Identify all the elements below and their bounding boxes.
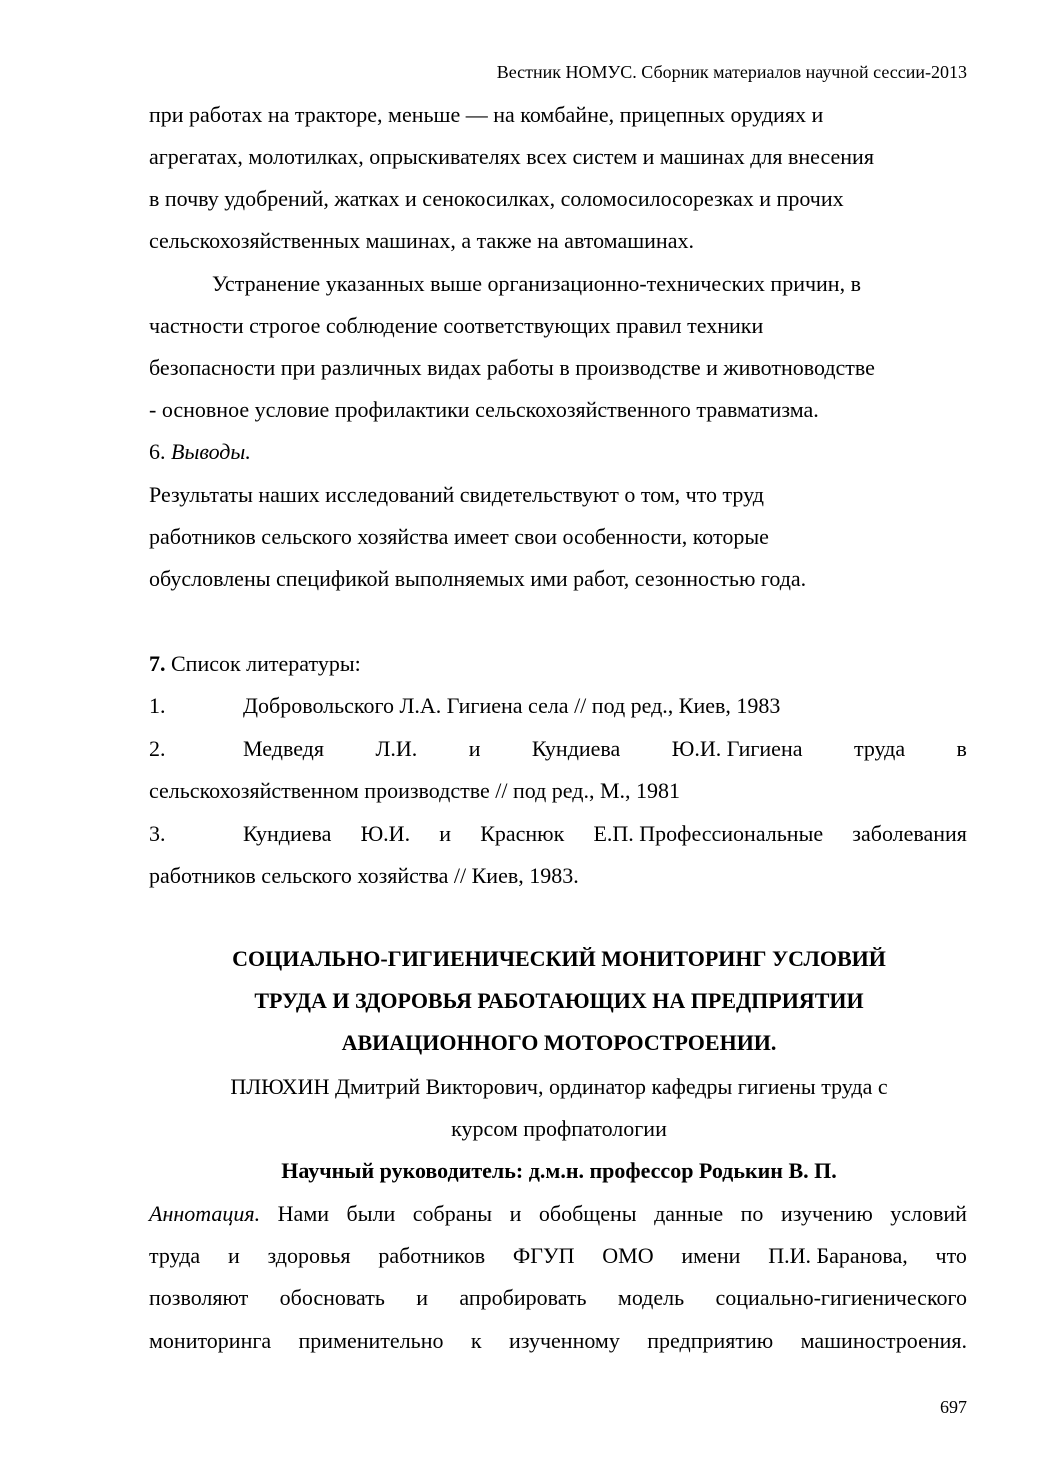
word: Краснюк (480, 821, 565, 846)
word: П.И. Баранова, (768, 1243, 908, 1268)
paragraph-line: агрегатах, молотилках, опрыскивателях всех систем и машинах для внесения (149, 144, 874, 169)
word: Ю.И. (360, 821, 411, 846)
reference-text (243, 735, 967, 763)
paragraph-line: частности строгое соблюдение соответствующих правил техники (149, 313, 764, 338)
references-heading (149, 650, 361, 678)
paragraph-line: сельскохозяйственных машинах, а также на автомашинах. (149, 228, 694, 253)
word: здоровья (267, 1243, 351, 1268)
word: труда (853, 736, 906, 761)
word: изучению (780, 1201, 873, 1226)
word: условий (890, 1201, 967, 1226)
word: модель (617, 1285, 685, 1310)
reference-text (243, 820, 967, 848)
section-title: Выводы. (171, 439, 251, 464)
word: данные (654, 1201, 724, 1226)
word: Кундиева (243, 821, 332, 846)
conclusions-heading (149, 438, 251, 466)
abstract-line (149, 1200, 967, 1228)
supervisor-line: Научный руководитель: д.м.н. профессор Родькин В. П. (281, 1158, 837, 1183)
journal-header: Вестник НОМУС. Сборник материалов научной сессии-2013 (496, 62, 967, 82)
word: социально-гигиенического (715, 1285, 967, 1310)
word: и (509, 1201, 522, 1226)
paragraph-line: обусловлены спецификой выполняемых ими работ, сезонностью года. (149, 566, 807, 591)
word: и (439, 821, 452, 846)
word: труда (149, 1243, 201, 1268)
word: что (935, 1243, 967, 1268)
reference-number: 2. (149, 736, 166, 761)
word: обобщены (538, 1201, 637, 1226)
word: Медведя (243, 736, 324, 761)
paragraph-line: работников сельского хозяйства имеет свои особенности, которые (149, 524, 769, 549)
reference-text: сельскохозяйственном производстве // под ред., М., 1981 (149, 778, 681, 803)
reference-text: Добровольского Л.А. Гигиена села // под ред., Киев, 1983 (243, 693, 781, 718)
word: апробировать (459, 1285, 587, 1310)
word: мониторинга (149, 1328, 272, 1353)
word: и (227, 1243, 240, 1268)
word: предприятию (647, 1328, 774, 1353)
word: изученному (508, 1328, 620, 1353)
word: Л.И. (375, 736, 418, 761)
word: и (468, 736, 481, 761)
word: Ю.И. Гигиена (671, 736, 803, 761)
word: имени (681, 1243, 741, 1268)
section-number: 7. (149, 651, 166, 676)
word: машиностроения. (800, 1328, 967, 1353)
reference-number: 1. (149, 693, 166, 718)
author-line: ПЛЮХИН Дмитрий Викторович, ординатор кафедры гигиены труда с (230, 1074, 888, 1099)
page-number: 697 (940, 1397, 967, 1417)
abstract-line (149, 1327, 967, 1355)
article-title: ТРУДА И ЗДОРОВЬЯ РАБОТАЮЩИХ НА ПРЕДПРИЯТИИ (254, 988, 864, 1013)
word: и (416, 1285, 429, 1310)
paragraph-line: - основное условие профилактики сельскохозяйственного травматизма. (149, 397, 819, 422)
word: ФГУП (512, 1243, 575, 1268)
abstract-line (149, 1242, 967, 1270)
word: заболевания (852, 821, 967, 846)
paragraph-line: в почву удобрений, жатках и сенокосилках, соломосилосорезках и прочих (149, 186, 844, 211)
reference-number: 3. (149, 821, 166, 846)
abstract-line (149, 1284, 967, 1312)
paragraph-line: при работах на тракторе, меньше — на комбайне, прицепных орудиях и (149, 102, 824, 127)
word: Кундиева (531, 736, 621, 761)
section-title: Список литературы: (165, 651, 361, 676)
word: были (346, 1201, 396, 1226)
word: ОМО (602, 1243, 654, 1268)
word: в (956, 736, 967, 761)
word: работников (378, 1243, 486, 1268)
article-title: АВИАЦИОННОГО МОТОРОСТРОЕНИИ. (341, 1030, 777, 1055)
reference-text: работников сельского хозяйства // Киев, 1983. (149, 863, 579, 888)
word: по (740, 1201, 764, 1226)
abstract-label: Аннотация. (149, 1201, 261, 1226)
word: Е.П. Профессиональные (593, 821, 824, 846)
paragraph-line: безопасности при различных видах работы в производстве и животноводстве (149, 355, 875, 380)
word: к (470, 1328, 482, 1353)
article-title: СОЦИАЛЬНО-ГИГИЕНИЧЕСКИЙ МОНИТОРИНГ УСЛОВИЙ (232, 946, 886, 971)
word: применительно (298, 1328, 444, 1353)
word: Нами (277, 1201, 330, 1226)
paragraph-line: Результаты наших исследований свидетельствуют о том, что труд (149, 482, 764, 507)
word: обосновать (279, 1285, 385, 1310)
author-line: курсом профпатологии (451, 1116, 667, 1141)
word: собраны (412, 1201, 493, 1226)
word: позволяют (149, 1285, 249, 1310)
paragraph-line: Устранение указанных выше организационно-технических причин, в (212, 271, 861, 296)
section-number: 6. (149, 439, 171, 464)
